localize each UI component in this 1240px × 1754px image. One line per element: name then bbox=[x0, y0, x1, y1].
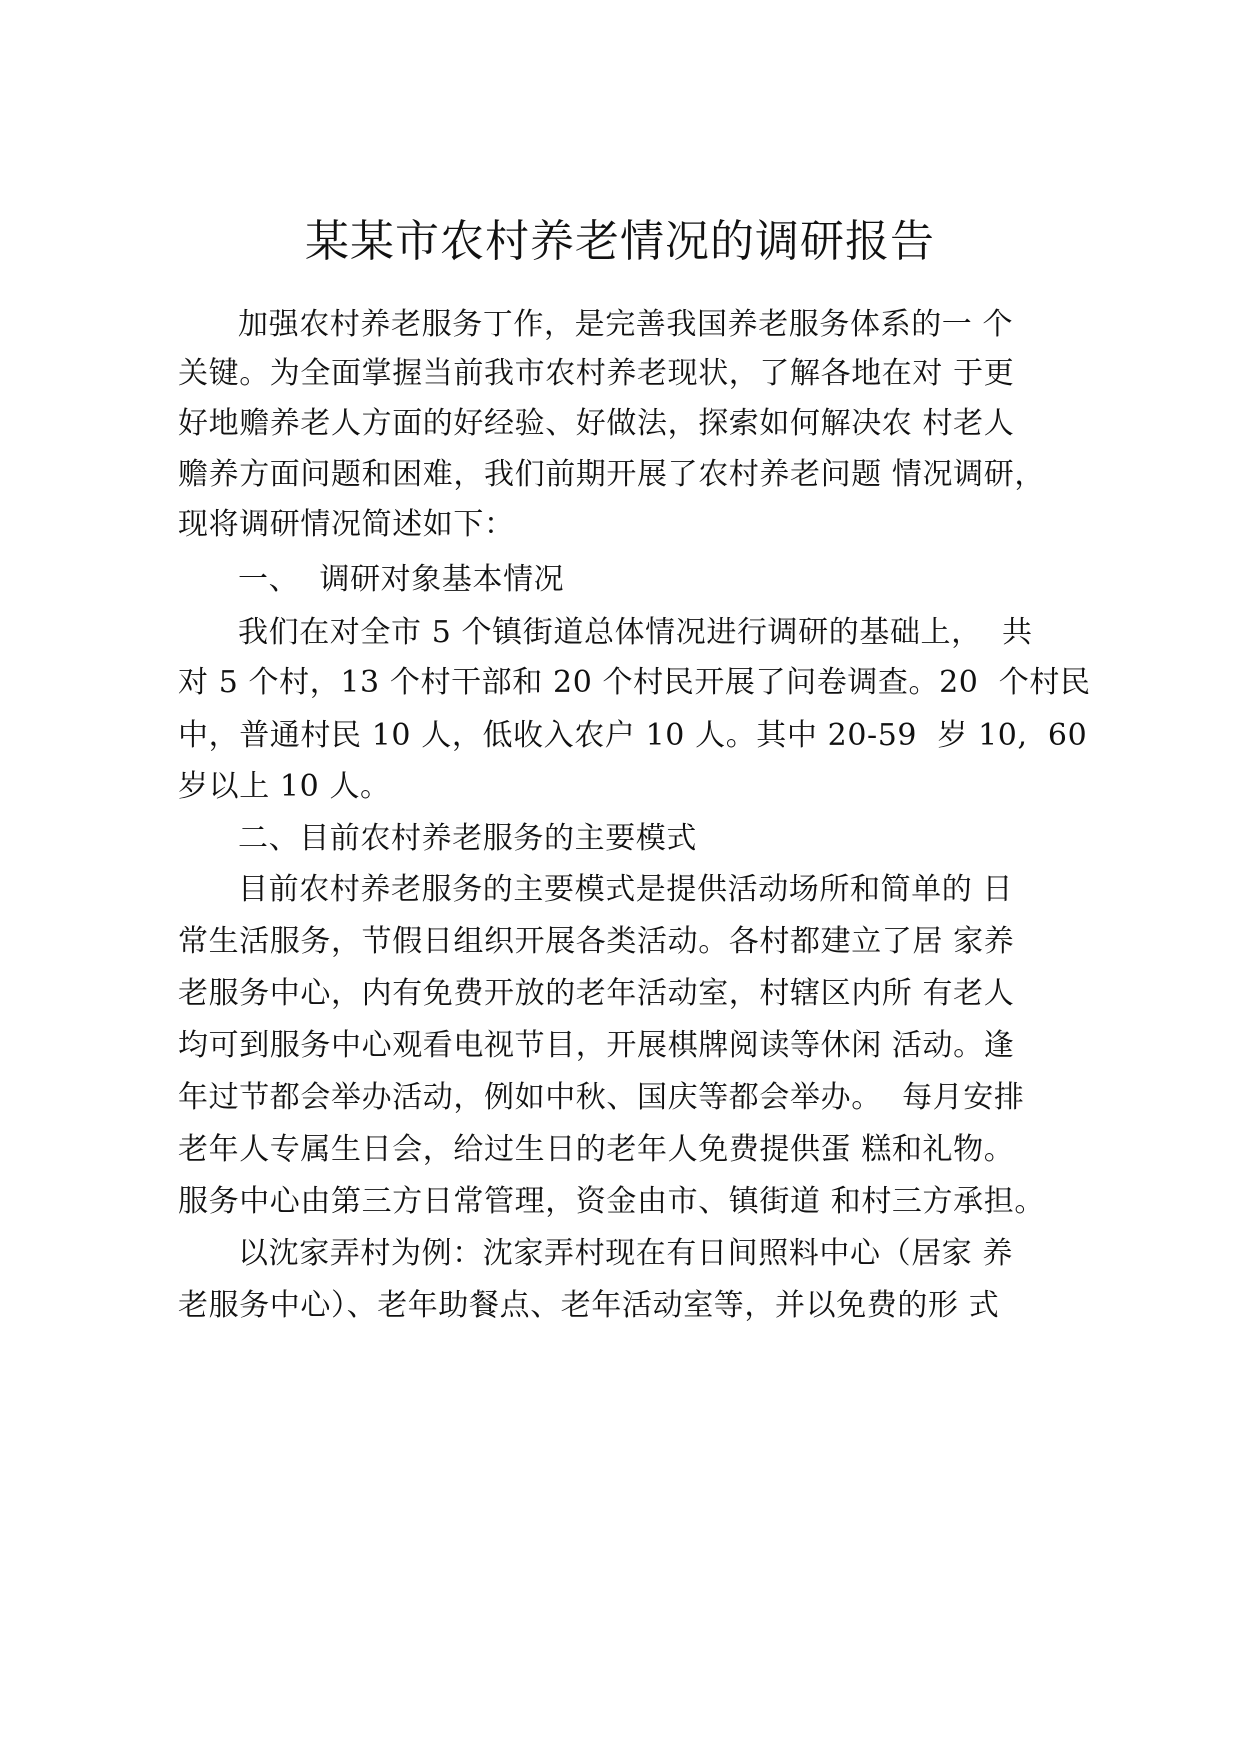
paragraph-line: 老年人专属生日会，给过生日的老年人免费提供蛋 糕和礼物。 bbox=[178, 1132, 1015, 1167]
paragraph-line: 年过节都会举办活动，例如中秋、国庆等都会举办。 每月安排 bbox=[178, 1080, 1025, 1115]
paragraph-line: 赡养方面问题和困难，我们前期开展了农村养老问题 情况调研， bbox=[178, 457, 1045, 492]
paragraph-line: 我们在对全市 5 个镇街道总体情况进行调研的基础上， 共 bbox=[238, 615, 1033, 650]
paragraph-line: 均可到服务中心观看电视节目，开展棋牌阅读等休闲 活动。逢 bbox=[178, 1028, 1015, 1063]
paragraph-line: 以沈家弄村为例：沈家弄村现在有日间照料中心（居家 养 bbox=[238, 1236, 1014, 1271]
paragraph-line: 目前农村养老服务的主要模式是提供活动场所和简单的 日 bbox=[238, 872, 1014, 907]
paragraph-line: 服务中心由第三方日常管理，资金由市、镇街道 和村三方承担。 bbox=[178, 1184, 1045, 1219]
paragraph-line: 老服务中心）、老年助餐点、老年活动室等，并以免费的形 式 bbox=[178, 1288, 1000, 1323]
paragraph-line: 中，普通村民 10 人，低收入农户 10 人。其中 20-59 岁 10, 60 bbox=[178, 718, 1088, 753]
paragraph-line: 关键。为全面掌握当前我市农村养老现状，了解各地在对 于更 bbox=[178, 356, 1015, 391]
document-title: 某某市农村养老情况的调研报告 bbox=[305, 216, 935, 267]
paragraph-line: 岁以上 10 人。 bbox=[178, 769, 391, 804]
paragraph-line: 对 5 个村，13 个村干部和 20 个村民开展了问卷调查。20 个村民 bbox=[178, 665, 1091, 700]
paragraph-line: 好地赡养老人方面的好经验、好做法，探索如何解决农 村老人 bbox=[178, 406, 1015, 441]
section-heading: 二、目前农村养老服务的主要模式 bbox=[238, 821, 697, 856]
paragraph-line: 加强农村养老服务丁作，是完善我国养老服务体系的一 个 bbox=[238, 307, 1014, 342]
paragraph-line: 老服务中心，内有免费开放的老年活动室，村辖区内所 有老人 bbox=[178, 976, 1015, 1011]
paragraph-line: 常生活服务，节假日组织开展各类活动。各村都建立了居 家养 bbox=[178, 924, 1015, 959]
section-heading: 一、 调研对象基本情况 bbox=[238, 562, 565, 597]
paragraph-line: 现将调研情况简述如下： bbox=[178, 507, 515, 542]
